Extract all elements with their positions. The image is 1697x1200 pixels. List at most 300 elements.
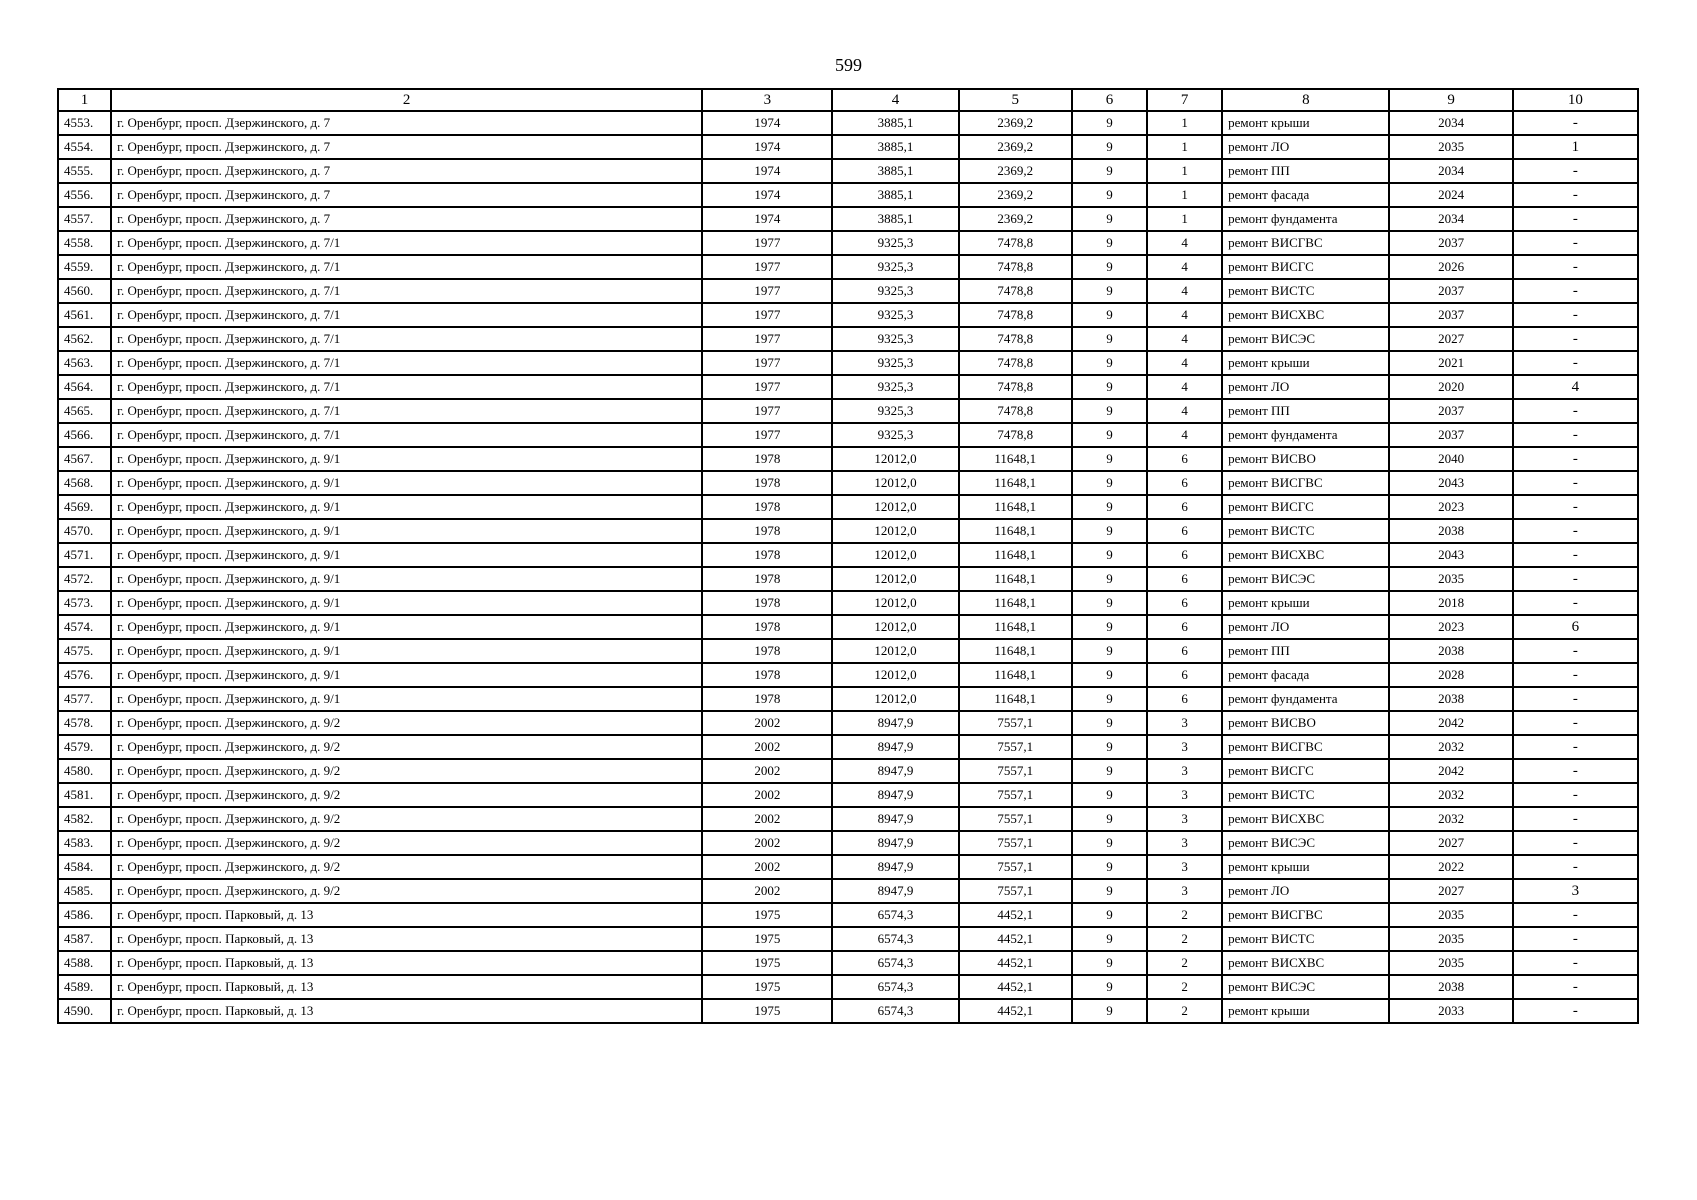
address-cell: г. Оренбург, просп. Парковый, д. 13	[111, 903, 702, 927]
header-col-4: 4	[832, 89, 958, 111]
address-cell: г. Оренбург, просп. Дзержинского, д. 7/1	[111, 351, 702, 375]
col-10-value-cell: -	[1513, 495, 1638, 519]
address-cell: г. Оренбург, просп. Парковый, д. 13	[111, 975, 702, 999]
year-built-cell: 1975	[702, 903, 832, 927]
floors-cell: 9	[1072, 471, 1147, 495]
living-area-cell: 2369,2	[959, 159, 1072, 183]
address-cell: г. Оренбург, просп. Дзержинского, д. 7/1	[111, 327, 702, 351]
planned-year-cell: 2038	[1389, 975, 1512, 999]
living-area-cell: 2369,2	[959, 111, 1072, 135]
living-area-cell: 7478,8	[959, 351, 1072, 375]
living-area-cell: 11648,1	[959, 495, 1072, 519]
entrances-cell: 3	[1147, 831, 1222, 855]
col-10-value-cell: -	[1513, 807, 1638, 831]
entrances-cell: 3	[1147, 759, 1222, 783]
total-area-cell: 9325,3	[832, 255, 958, 279]
entrances-cell: 4	[1147, 423, 1222, 447]
planned-year-cell: 2040	[1389, 447, 1512, 471]
planned-year-cell: 2038	[1389, 687, 1512, 711]
total-area-cell: 12012,0	[832, 567, 958, 591]
year-built-cell: 1975	[702, 975, 832, 999]
row-number-cell: 4571.	[58, 543, 111, 567]
table-row	[58, 111, 1638, 135]
planned-year-cell: 2027	[1389, 327, 1512, 351]
work-type-cell: ремонт ВИСГВС	[1222, 735, 1389, 759]
floors-cell: 9	[1072, 447, 1147, 471]
planned-year-cell: 2037	[1389, 423, 1512, 447]
living-area-cell: 2369,2	[959, 135, 1072, 159]
living-area-cell: 2369,2	[959, 207, 1072, 231]
total-area-cell: 12012,0	[832, 591, 958, 615]
col-10-value-cell: -	[1513, 567, 1638, 591]
row-number-cell: 4557.	[58, 207, 111, 231]
col-10-value-cell: -	[1513, 783, 1638, 807]
year-built-cell: 1978	[702, 615, 832, 639]
total-area-cell: 8947,9	[832, 783, 958, 807]
entrances-cell: 2	[1147, 951, 1222, 975]
table-row	[58, 807, 1638, 831]
living-area-cell: 7557,1	[959, 735, 1072, 759]
row-number-cell: 4556.	[58, 183, 111, 207]
planned-year-cell: 2034	[1389, 111, 1512, 135]
address-cell: г. Оренбург, просп. Дзержинского, д. 9/1	[111, 591, 702, 615]
living-area-cell: 7557,1	[959, 855, 1072, 879]
address-cell: г. Оренбург, просп. Дзержинского, д. 9/2	[111, 735, 702, 759]
year-built-cell: 2002	[702, 759, 832, 783]
header-row	[58, 89, 1638, 111]
entrances-cell: 1	[1147, 207, 1222, 231]
table-row	[58, 663, 1638, 687]
table-row	[58, 183, 1638, 207]
total-area-cell: 12012,0	[832, 519, 958, 543]
planned-year-cell: 2027	[1389, 831, 1512, 855]
col-10-value-cell: -	[1513, 927, 1638, 951]
address-cell: г. Оренбург, просп. Дзержинского, д. 9/1	[111, 495, 702, 519]
row-number-cell: 4559.	[58, 255, 111, 279]
row-number-cell: 4587.	[58, 927, 111, 951]
entrances-cell: 4	[1147, 399, 1222, 423]
total-area-cell: 3885,1	[832, 111, 958, 135]
living-area-cell: 7557,1	[959, 807, 1072, 831]
row-number-cell: 4562.	[58, 327, 111, 351]
planned-year-cell: 2023	[1389, 495, 1512, 519]
floors-cell: 9	[1072, 927, 1147, 951]
total-area-cell: 9325,3	[832, 327, 958, 351]
work-type-cell: ремонт ЛО	[1222, 135, 1389, 159]
year-built-cell: 1974	[702, 183, 832, 207]
row-number-cell: 4586.	[58, 903, 111, 927]
table-row	[58, 543, 1638, 567]
work-type-cell: ремонт ВИСГВС	[1222, 471, 1389, 495]
total-area-cell: 8947,9	[832, 831, 958, 855]
planned-year-cell: 2043	[1389, 471, 1512, 495]
col-10-value-cell: -	[1513, 327, 1638, 351]
col-10-value-cell: -	[1513, 159, 1638, 183]
living-area-cell: 4452,1	[959, 975, 1072, 999]
entrances-cell: 6	[1147, 639, 1222, 663]
living-area-cell: 7478,8	[959, 303, 1072, 327]
work-type-cell: ремонт ВИСЭС	[1222, 831, 1389, 855]
floors-cell: 9	[1072, 519, 1147, 543]
address-cell: г. Оренбург, просп. Дзержинского, д. 9/1	[111, 471, 702, 495]
total-area-cell: 9325,3	[832, 399, 958, 423]
floors-cell: 9	[1072, 351, 1147, 375]
work-type-cell: ремонт ВИСТС	[1222, 279, 1389, 303]
header-col-2: 2	[111, 89, 702, 111]
col-10-value-cell: -	[1513, 303, 1638, 327]
entrances-cell: 1	[1147, 135, 1222, 159]
total-area-cell: 9325,3	[832, 303, 958, 327]
col-10-value-cell: -	[1513, 423, 1638, 447]
entrances-cell: 4	[1147, 327, 1222, 351]
planned-year-cell: 2032	[1389, 783, 1512, 807]
table-row	[58, 687, 1638, 711]
floors-cell: 9	[1072, 183, 1147, 207]
living-area-cell: 11648,1	[959, 615, 1072, 639]
living-area-cell: 7478,8	[959, 255, 1072, 279]
total-area-cell: 6574,3	[832, 927, 958, 951]
address-cell: г. Оренбург, просп. Дзержинского, д. 7	[111, 183, 702, 207]
year-built-cell: 1974	[702, 159, 832, 183]
living-area-cell: 4452,1	[959, 927, 1072, 951]
col-10-value-cell: -	[1513, 639, 1638, 663]
entrances-cell: 4	[1147, 255, 1222, 279]
planned-year-cell: 2028	[1389, 663, 1512, 687]
year-built-cell: 1977	[702, 279, 832, 303]
floors-cell: 9	[1072, 807, 1147, 831]
living-area-cell: 7557,1	[959, 879, 1072, 903]
col-10-value-cell: -	[1513, 855, 1638, 879]
year-built-cell: 1978	[702, 639, 832, 663]
entrances-cell: 4	[1147, 279, 1222, 303]
entrances-cell: 3	[1147, 807, 1222, 831]
entrances-cell: 3	[1147, 855, 1222, 879]
work-type-cell: ремонт ЛО	[1222, 375, 1389, 399]
year-built-cell: 1977	[702, 423, 832, 447]
table-row	[58, 375, 1638, 399]
row-number-cell: 4558.	[58, 231, 111, 255]
col-10-value-cell: -	[1513, 687, 1638, 711]
planned-year-cell: 2022	[1389, 855, 1512, 879]
work-type-cell: ремонт крыши	[1222, 351, 1389, 375]
year-built-cell: 1978	[702, 591, 832, 615]
floors-cell: 9	[1072, 687, 1147, 711]
total-area-cell: 9325,3	[832, 279, 958, 303]
table-row	[58, 471, 1638, 495]
header-col-8: 8	[1222, 89, 1389, 111]
table-row	[58, 783, 1638, 807]
row-number-cell: 4577.	[58, 687, 111, 711]
floors-cell: 9	[1072, 999, 1147, 1023]
year-built-cell: 1977	[702, 327, 832, 351]
floors-cell: 9	[1072, 711, 1147, 735]
total-area-cell: 6574,3	[832, 999, 958, 1023]
col-10-value-cell: -	[1513, 543, 1638, 567]
planned-year-cell: 2026	[1389, 255, 1512, 279]
total-area-cell: 8947,9	[832, 735, 958, 759]
year-built-cell: 1977	[702, 351, 832, 375]
entrances-cell: 4	[1147, 351, 1222, 375]
row-number-cell: 4583.	[58, 831, 111, 855]
entrances-cell: 3	[1147, 711, 1222, 735]
living-area-cell: 7557,1	[959, 759, 1072, 783]
work-type-cell: ремонт ЛО	[1222, 615, 1389, 639]
living-area-cell: 11648,1	[959, 639, 1072, 663]
table-row	[58, 639, 1638, 663]
col-10-value-cell: -	[1513, 663, 1638, 687]
year-built-cell: 2002	[702, 807, 832, 831]
planned-year-cell: 2035	[1389, 951, 1512, 975]
floors-cell: 9	[1072, 231, 1147, 255]
year-built-cell: 1978	[702, 447, 832, 471]
table-row	[58, 855, 1638, 879]
table-row	[58, 567, 1638, 591]
planned-year-cell: 2021	[1389, 351, 1512, 375]
col-10-value-cell: 4	[1513, 375, 1638, 399]
table-row	[58, 711, 1638, 735]
living-area-cell: 11648,1	[959, 543, 1072, 567]
address-cell: г. Оренбург, просп. Дзержинского, д. 9/2	[111, 831, 702, 855]
total-area-cell: 12012,0	[832, 615, 958, 639]
floors-cell: 9	[1072, 615, 1147, 639]
table-row	[58, 591, 1638, 615]
floors-cell: 9	[1072, 159, 1147, 183]
floors-cell: 9	[1072, 639, 1147, 663]
year-built-cell: 1974	[702, 207, 832, 231]
total-area-cell: 12012,0	[832, 687, 958, 711]
row-number-cell: 4561.	[58, 303, 111, 327]
planned-year-cell: 2037	[1389, 231, 1512, 255]
table-row	[58, 159, 1638, 183]
floors-cell: 9	[1072, 543, 1147, 567]
work-type-cell: ремонт фундамента	[1222, 687, 1389, 711]
header-col-7: 7	[1147, 89, 1222, 111]
year-built-cell: 1974	[702, 111, 832, 135]
planned-year-cell: 2037	[1389, 279, 1512, 303]
floors-cell: 9	[1072, 735, 1147, 759]
planned-year-cell: 2034	[1389, 159, 1512, 183]
col-10-value-cell: -	[1513, 903, 1638, 927]
entrances-cell: 4	[1147, 231, 1222, 255]
repair-schedule-table	[57, 88, 1639, 1024]
col-10-value-cell: -	[1513, 279, 1638, 303]
total-area-cell: 6574,3	[832, 951, 958, 975]
living-area-cell: 7478,8	[959, 375, 1072, 399]
address-cell: г. Оренбург, просп. Дзержинского, д. 7	[111, 135, 702, 159]
planned-year-cell: 2034	[1389, 207, 1512, 231]
total-area-cell: 12012,0	[832, 495, 958, 519]
planned-year-cell: 2037	[1389, 399, 1512, 423]
living-area-cell: 7478,8	[959, 327, 1072, 351]
work-type-cell: ремонт ВИСГС	[1222, 495, 1389, 519]
header-col-10: 10	[1513, 89, 1638, 111]
entrances-cell: 2	[1147, 975, 1222, 999]
col-10-value-cell: -	[1513, 759, 1638, 783]
row-number-cell: 4588.	[58, 951, 111, 975]
planned-year-cell: 2042	[1389, 759, 1512, 783]
address-cell: г. Оренбург, просп. Парковый, д. 13	[111, 927, 702, 951]
year-built-cell: 1978	[702, 471, 832, 495]
year-built-cell: 1978	[702, 543, 832, 567]
table-row	[58, 831, 1638, 855]
table-row	[58, 999, 1638, 1023]
floors-cell: 9	[1072, 375, 1147, 399]
year-built-cell: 2002	[702, 783, 832, 807]
col-10-value-cell: -	[1513, 519, 1638, 543]
address-cell: г. Оренбург, просп. Дзержинского, д. 9/1	[111, 567, 702, 591]
work-type-cell: ремонт ВИСЭС	[1222, 567, 1389, 591]
work-type-cell: ремонт ВИСВО	[1222, 711, 1389, 735]
living-area-cell: 7478,8	[959, 279, 1072, 303]
col-10-value-cell: -	[1513, 951, 1638, 975]
total-area-cell: 8947,9	[832, 711, 958, 735]
planned-year-cell: 2042	[1389, 711, 1512, 735]
address-cell: г. Оренбург, просп. Дзержинского, д. 9/2	[111, 711, 702, 735]
living-area-cell: 4452,1	[959, 999, 1072, 1023]
living-area-cell: 11648,1	[959, 687, 1072, 711]
address-cell: г. Оренбург, просп. Дзержинского, д. 9/2	[111, 783, 702, 807]
row-number-cell: 4574.	[58, 615, 111, 639]
total-area-cell: 6574,3	[832, 975, 958, 999]
row-number-cell: 4585.	[58, 879, 111, 903]
work-type-cell: ремонт ПП	[1222, 639, 1389, 663]
table-row	[58, 879, 1638, 903]
col-10-value-cell: -	[1513, 447, 1638, 471]
row-number-cell: 4580.	[58, 759, 111, 783]
entrances-cell: 4	[1147, 375, 1222, 399]
entrances-cell: 2	[1147, 903, 1222, 927]
work-type-cell: ремонт крыши	[1222, 855, 1389, 879]
living-area-cell: 4452,1	[959, 903, 1072, 927]
year-built-cell: 1977	[702, 231, 832, 255]
floors-cell: 9	[1072, 207, 1147, 231]
year-built-cell: 2002	[702, 855, 832, 879]
table-row	[58, 927, 1638, 951]
header-col-1: 1	[58, 89, 111, 111]
entrances-cell: 3	[1147, 879, 1222, 903]
planned-year-cell: 2033	[1389, 999, 1512, 1023]
table-row	[58, 327, 1638, 351]
year-built-cell: 2002	[702, 735, 832, 759]
total-area-cell: 12012,0	[832, 639, 958, 663]
entrances-cell: 6	[1147, 519, 1222, 543]
living-area-cell: 11648,1	[959, 567, 1072, 591]
planned-year-cell: 2032	[1389, 735, 1512, 759]
table-row	[58, 951, 1638, 975]
year-built-cell: 1975	[702, 951, 832, 975]
entrances-cell: 6	[1147, 447, 1222, 471]
total-area-cell: 6574,3	[832, 903, 958, 927]
year-built-cell: 2002	[702, 831, 832, 855]
work-type-cell: ремонт ВИСТС	[1222, 927, 1389, 951]
planned-year-cell: 2035	[1389, 567, 1512, 591]
floors-cell: 9	[1072, 903, 1147, 927]
row-number-cell: 4590.	[58, 999, 111, 1023]
row-number-cell: 4569.	[58, 495, 111, 519]
work-type-cell: ремонт ВИСХВС	[1222, 951, 1389, 975]
total-area-cell: 8947,9	[832, 759, 958, 783]
address-cell: г. Оренбург, просп. Дзержинского, д. 7	[111, 159, 702, 183]
address-cell: г. Оренбург, просп. Дзержинского, д. 9/1	[111, 639, 702, 663]
work-type-cell: ремонт ВИСЭС	[1222, 327, 1389, 351]
col-10-value-cell: -	[1513, 735, 1638, 759]
row-number-cell: 4565.	[58, 399, 111, 423]
row-number-cell: 4560.	[58, 279, 111, 303]
table-row	[58, 423, 1638, 447]
work-type-cell: ремонт крыши	[1222, 111, 1389, 135]
col-10-value-cell: -	[1513, 183, 1638, 207]
work-type-cell: ремонт ВИСХВС	[1222, 807, 1389, 831]
col-10-value-cell: -	[1513, 207, 1638, 231]
planned-year-cell: 2018	[1389, 591, 1512, 615]
col-10-value-cell: -	[1513, 711, 1638, 735]
table-row	[58, 303, 1638, 327]
total-area-cell: 12012,0	[832, 471, 958, 495]
header-col-6: 6	[1072, 89, 1147, 111]
header-col-5: 5	[959, 89, 1072, 111]
total-area-cell: 3885,1	[832, 183, 958, 207]
table-row	[58, 231, 1638, 255]
work-type-cell: ремонт ВИСГС	[1222, 759, 1389, 783]
floors-cell: 9	[1072, 975, 1147, 999]
year-built-cell: 1977	[702, 375, 832, 399]
total-area-cell: 9325,3	[832, 423, 958, 447]
address-cell: г. Оренбург, просп. Дзержинского, д. 9/1	[111, 663, 702, 687]
total-area-cell: 8947,9	[832, 855, 958, 879]
work-type-cell: ремонт фундамента	[1222, 423, 1389, 447]
living-area-cell: 11648,1	[959, 519, 1072, 543]
planned-year-cell: 2035	[1389, 927, 1512, 951]
table-row	[58, 735, 1638, 759]
floors-cell: 9	[1072, 879, 1147, 903]
address-cell: г. Оренбург, просп. Дзержинского, д. 7/1	[111, 303, 702, 327]
row-number-cell: 4567.	[58, 447, 111, 471]
total-area-cell: 12012,0	[832, 543, 958, 567]
planned-year-cell: 2020	[1389, 375, 1512, 399]
work-type-cell: ремонт фундамента	[1222, 207, 1389, 231]
planned-year-cell: 2023	[1389, 615, 1512, 639]
row-number-cell: 4581.	[58, 783, 111, 807]
work-type-cell: ремонт ВИСВО	[1222, 447, 1389, 471]
floors-cell: 9	[1072, 279, 1147, 303]
address-cell: г. Оренбург, просп. Дзержинского, д. 9/2	[111, 879, 702, 903]
planned-year-cell: 2035	[1389, 135, 1512, 159]
floors-cell: 9	[1072, 135, 1147, 159]
row-number-cell: 4568.	[58, 471, 111, 495]
entrances-cell: 6	[1147, 543, 1222, 567]
entrances-cell: 6	[1147, 615, 1222, 639]
address-cell: г. Оренбург, просп. Дзержинского, д. 9/1	[111, 447, 702, 471]
work-type-cell: ремонт ВИСЭС	[1222, 975, 1389, 999]
floors-cell: 9	[1072, 399, 1147, 423]
floors-cell: 9	[1072, 591, 1147, 615]
work-type-cell: ремонт ПП	[1222, 399, 1389, 423]
work-type-cell: ремонт ВИСХВС	[1222, 543, 1389, 567]
floors-cell: 9	[1072, 495, 1147, 519]
table-row	[58, 519, 1638, 543]
address-cell: г. Оренбург, просп. Дзержинского, д. 9/1	[111, 615, 702, 639]
total-area-cell: 3885,1	[832, 159, 958, 183]
living-area-cell: 11648,1	[959, 663, 1072, 687]
total-area-cell: 12012,0	[832, 447, 958, 471]
table-row	[58, 759, 1638, 783]
row-number-cell: 4579.	[58, 735, 111, 759]
col-10-value-cell: -	[1513, 975, 1638, 999]
entrances-cell: 3	[1147, 735, 1222, 759]
planned-year-cell: 2038	[1389, 519, 1512, 543]
header-col-9: 9	[1389, 89, 1512, 111]
floors-cell: 9	[1072, 951, 1147, 975]
